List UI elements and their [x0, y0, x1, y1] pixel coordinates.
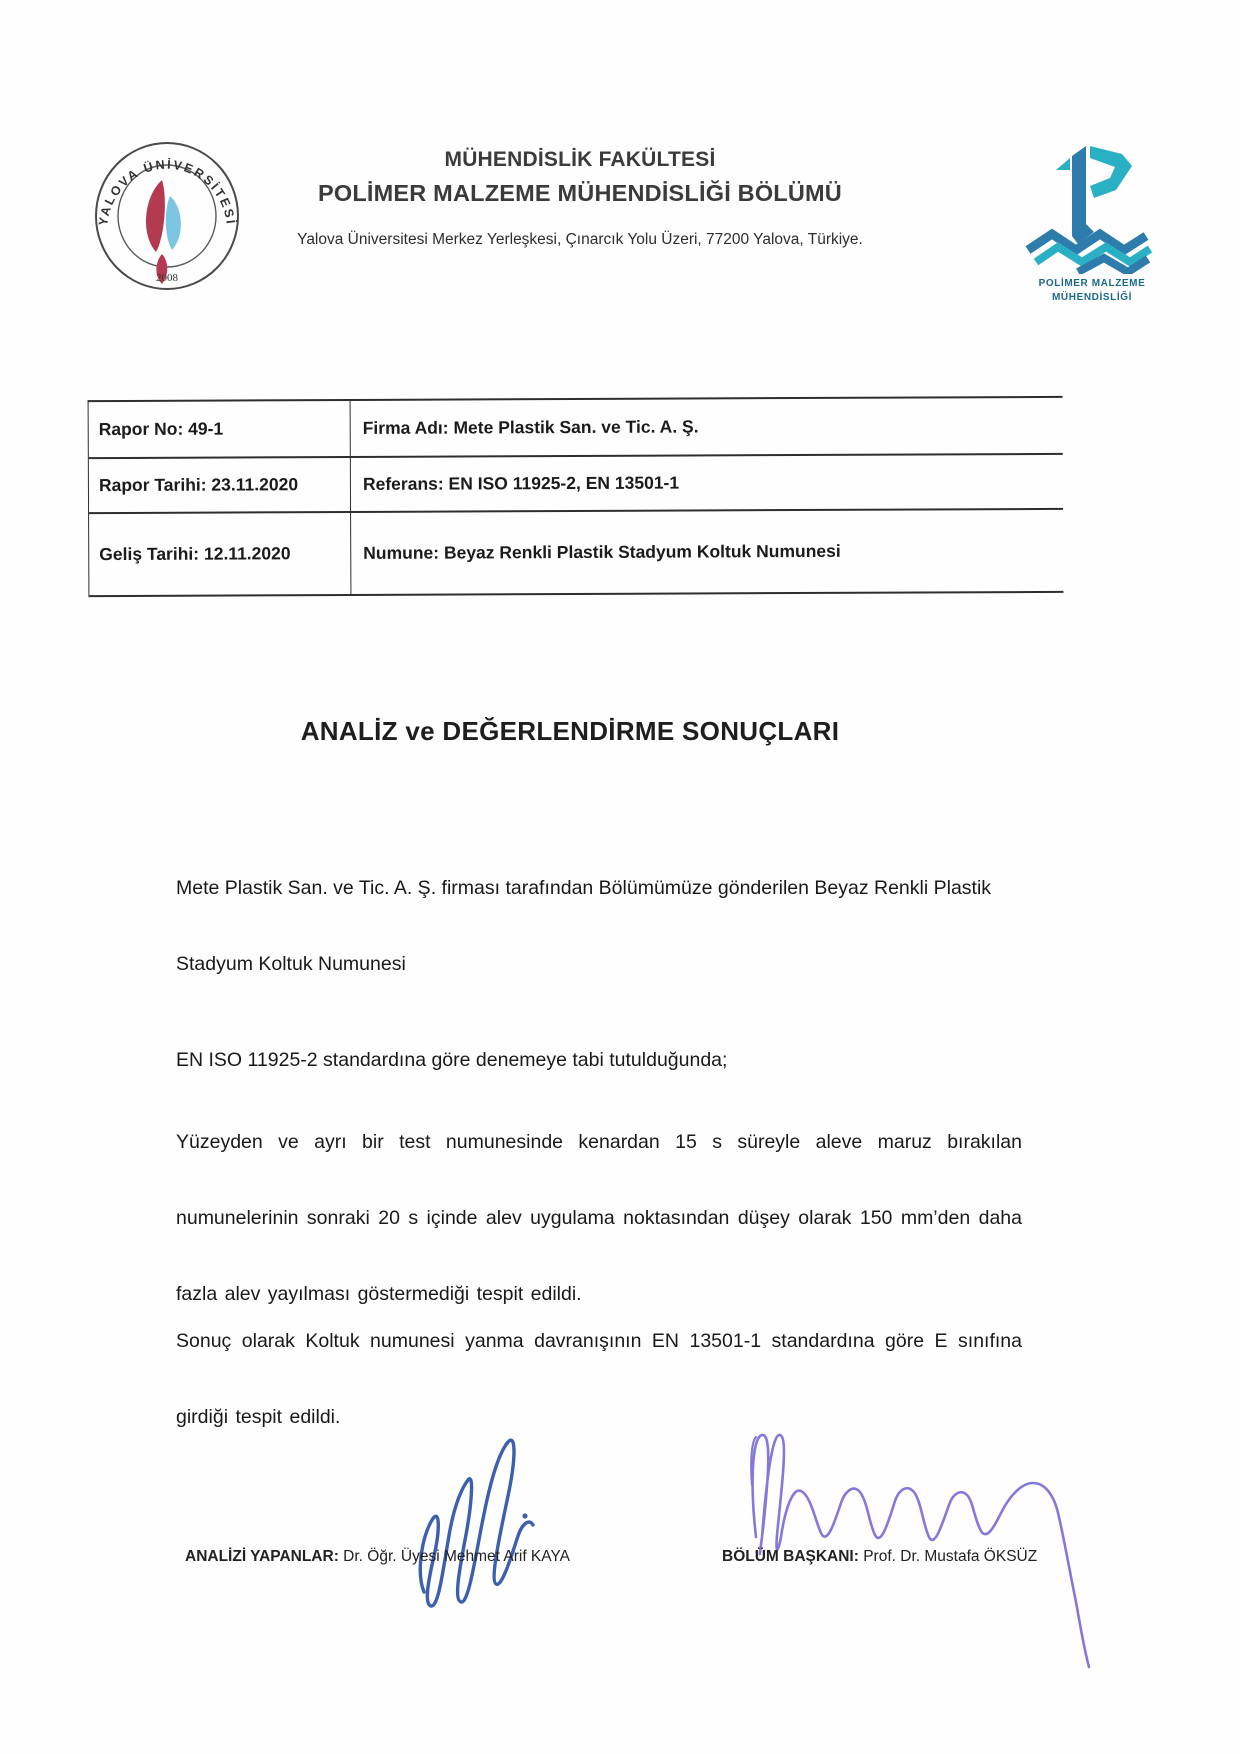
- polymer-department-logo: [1022, 146, 1162, 316]
- table-row: [89, 510, 1063, 597]
- address-line: Yalova Üniversitesi Merkez Yerleşkesi, Çınarcık Yolu Üzeri, 77200 Yalova, Türkiye.: [297, 231, 863, 248]
- paragraph-conclusion: Sonuç olarak Koltuk numunesi yanma davranışının EN 13501-1 standardına göre E sınıfına girdiği tespit edildi.: [176, 1330, 1022, 1428]
- tulip-left-petal-icon: [146, 180, 165, 252]
- paragraph-sample-intro: Mete Plastik San. ve Tic. A. Ş. firması tarafından Bölümümüze gönderilen Beyaz Renkli Plastik Stadyum Koltuk Numunesi: [176, 877, 992, 975]
- sample-cell: Numune: Beyaz Renkli Plastik Stadyum Koltuk Numunesi: [363, 540, 841, 563]
- logo-text-line2: MÜHENDİSLİĞİ: [1052, 291, 1132, 303]
- arrival-date-cell: Geliş Tarihi: 12.11.2020: [89, 513, 351, 595]
- page-title: ANALİZ ve DEĞERLENDİRME SONUÇLARI: [300, 716, 840, 746]
- seal-year: 2008: [156, 272, 178, 284]
- report-no-cell: Rapor No: 49-1: [89, 401, 351, 457]
- table-row: [89, 455, 1063, 514]
- paragraph-test-result: Yüzeyden ve ayrı bir test numunesinde kenardan 15 s süreyle aleve maruz bırakılan numunelerinin sonraki 20 s içinde alev uygulama noktasından düşey olarak 150 mm’den daha fazla alev yayılması göstermediği tespit edildi.: [176, 1131, 1022, 1305]
- analyst-signature-line: [185, 1548, 570, 1566]
- tulip-right-petal-icon: [166, 196, 181, 250]
- report-date-cell: Rapor Tarihi: 23.11.2020: [89, 458, 351, 512]
- department-head-label: BÖLÜM BAŞKANI:: [722, 1548, 859, 1565]
- department-title: POLİMER MALZEME MÜHENDİSLİĞİ BÖLÜMÜ: [318, 180, 842, 206]
- yalova-university-seal-icon: [92, 140, 242, 292]
- report-info-table: [88, 396, 1064, 597]
- firm-name-cell: Firma Adı: Mete Plastik San. ve Tic. A. Ş.: [362, 416, 699, 438]
- table-row: [89, 398, 1063, 459]
- seal-ring-text: YALOVA ÜNİVERSİTESİ: [96, 157, 238, 227]
- polymer-p-waves-icon: [1022, 146, 1162, 274]
- paragraph-standard: EN ISO 11925-2 standardına göre denemeye tabi tutulduğunda;: [176, 1049, 728, 1071]
- logo-text-line1: POLİMER MALZEME: [1038, 278, 1146, 289]
- signature-analyst-icon: [412, 1432, 562, 1622]
- analyst-label: ANALİZİ YAPANLAR:: [185, 1548, 339, 1565]
- faculty-title: MÜHENDİSLİK FAKÜLTESİ: [444, 148, 716, 171]
- analyst-name: Dr. Öğr. Üyesi Mehmet Arif KAYA: [338, 1548, 570, 1565]
- reference-cell: Referans: EN ISO 11925-2, EN 13501-1: [362, 472, 680, 494]
- letterhead: [250, 148, 910, 249]
- department-head-signature-line: [722, 1548, 1037, 1566]
- department-head-name: Prof. Dr. Mustafa ÖKSÜZ: [858, 1548, 1038, 1565]
